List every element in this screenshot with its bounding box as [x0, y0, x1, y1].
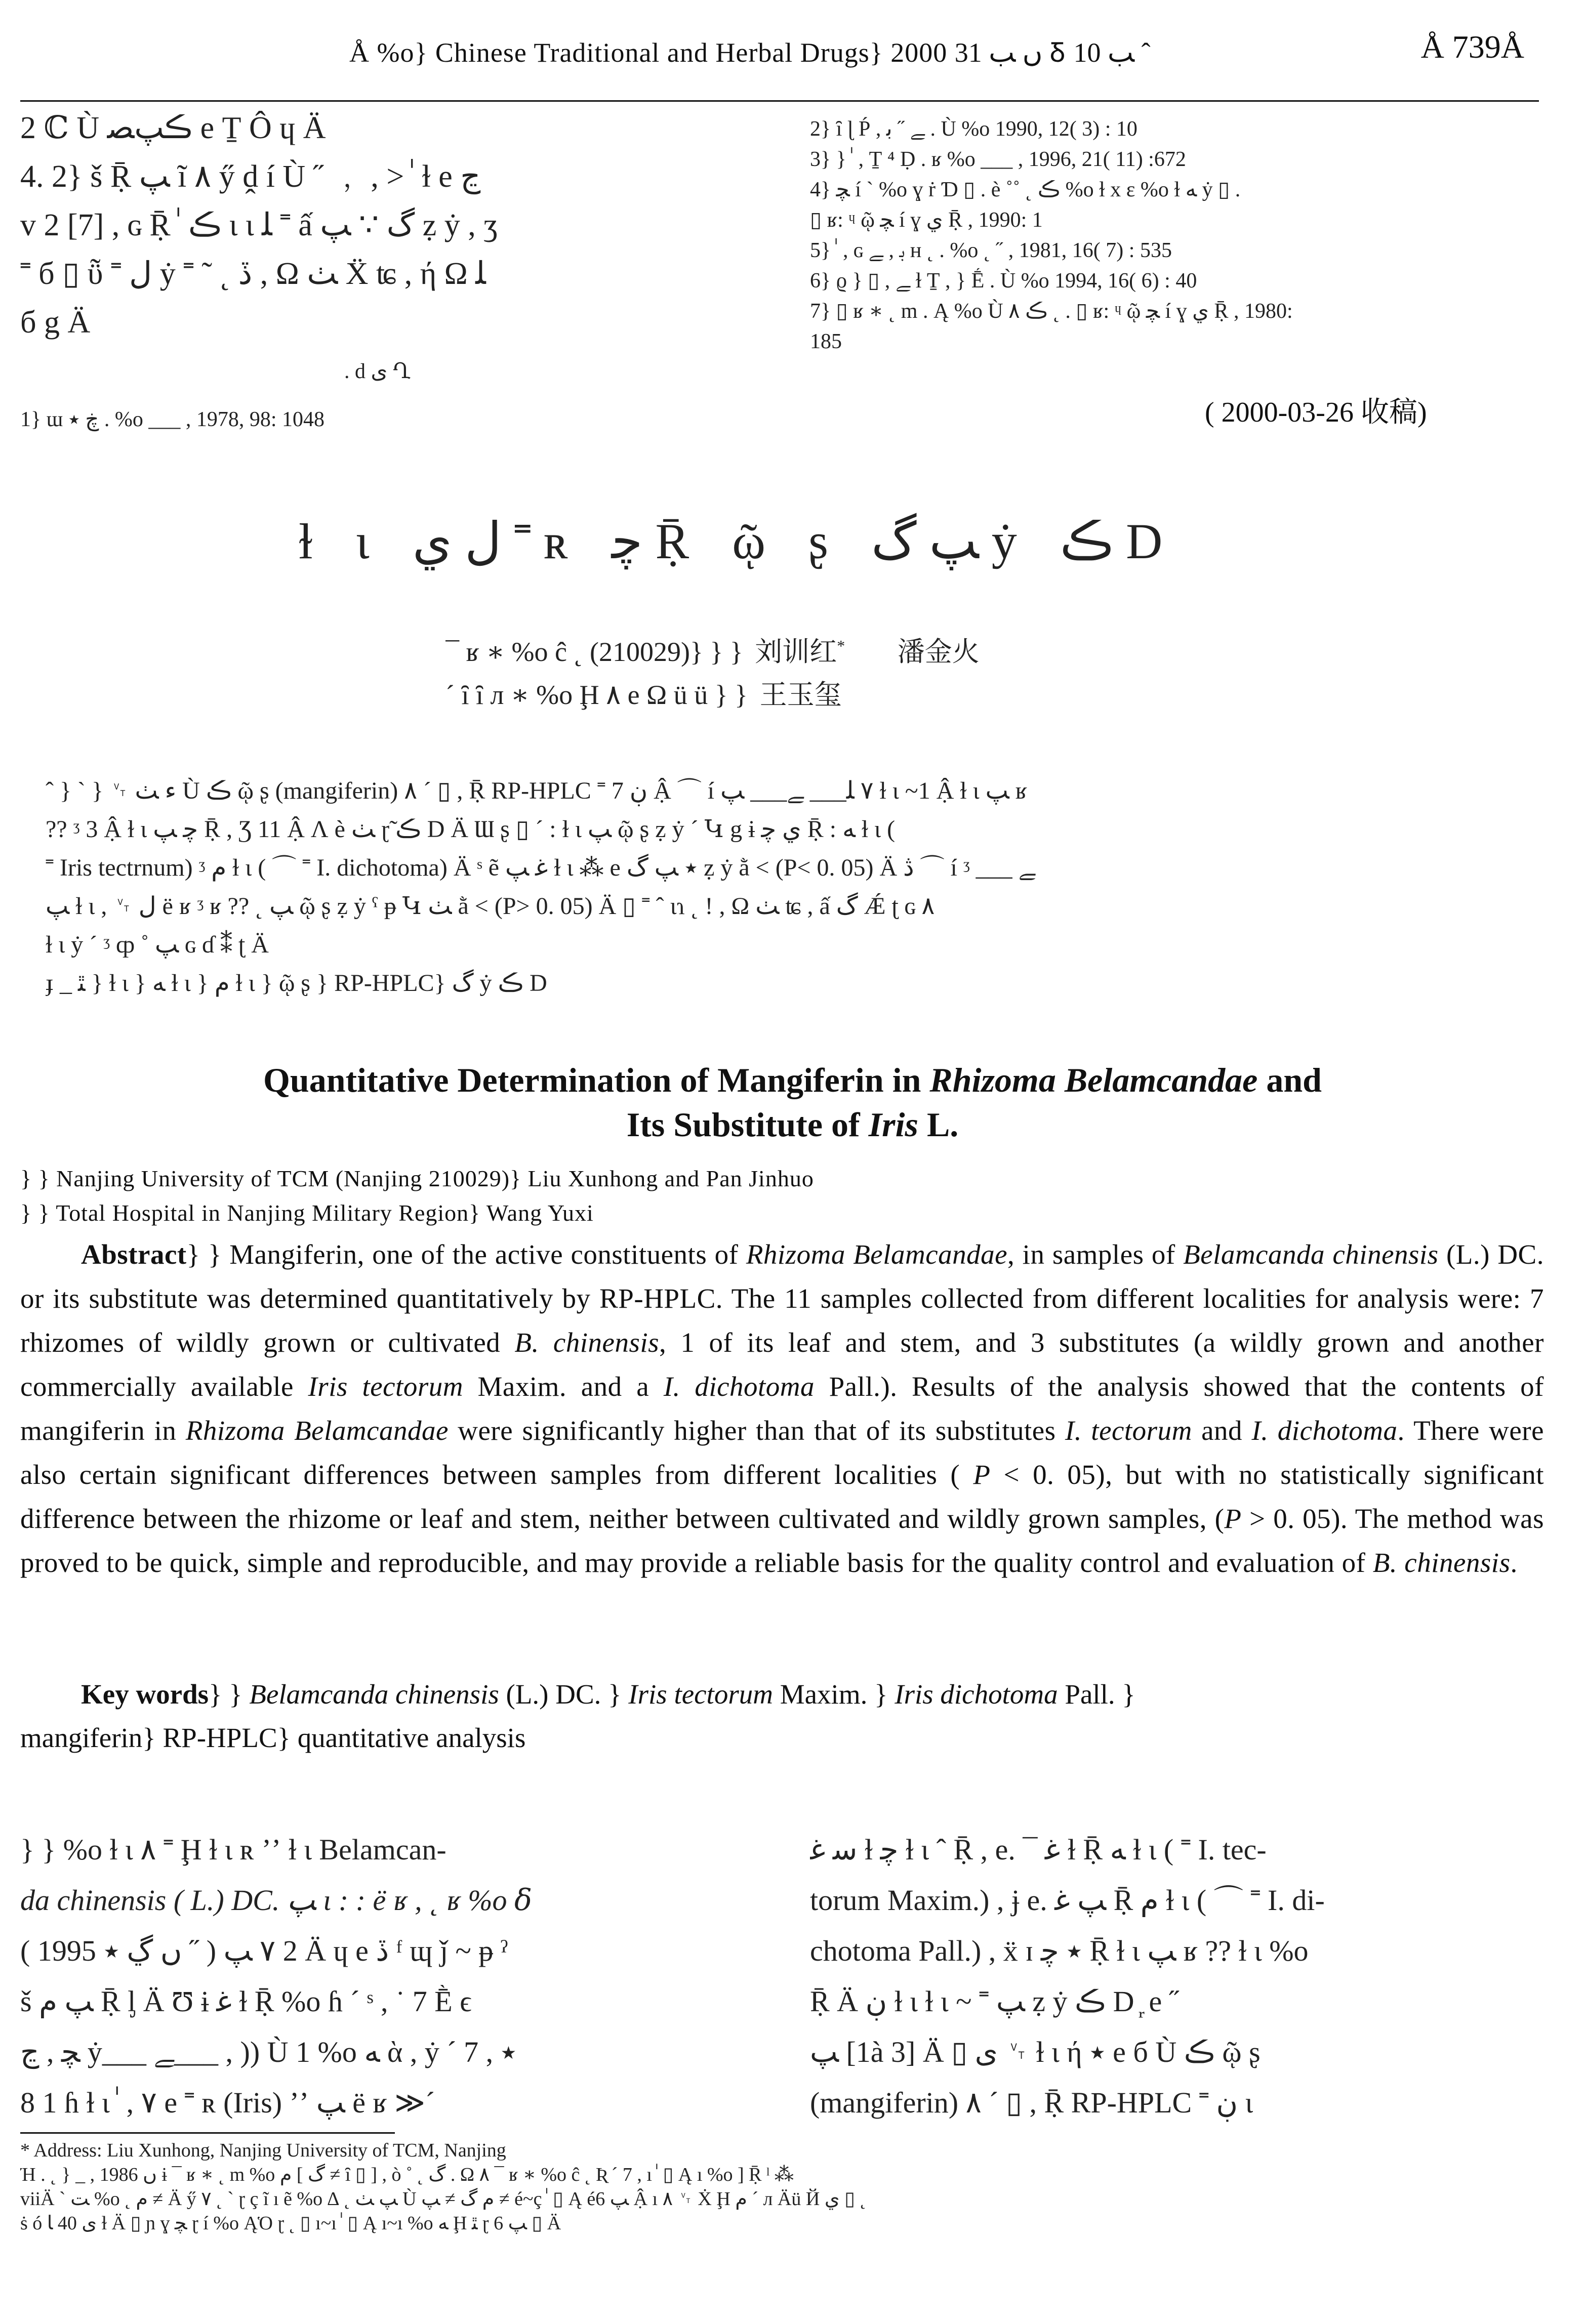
cn-affiliation: ˊ ȋ ȋ л ∗ %o Ḩ ٨ e Ω ü ü } } — [445, 680, 748, 710]
prev-line: v 2 [7] , ɢ Ṝ ٰ ڪ ɩ ɩ ﻠ ˭ ấ گ ∵ ﭗ ẓ ẏ , ʒ — [20, 208, 498, 242]
footnote-line: * Address: Liu Xunhong, Nanjing University of TCM, Nanjing — [20, 2140, 506, 2161]
english-affiliations — [20, 1161, 814, 1230]
footnote-line: viiÄ ˋ ﺖ %o ˛ ﻡ ≠ Ä ӳ ٧ ˛ ˋ ɽ ç ĩ ı ẽ %o ∆ ˛ ﭗ ﭟ Ù ﻡ گ ≠ ﭗ ≠ é~ç ٰ ▯ Ą éﭗ 6 Ậ ı ٨ ␋ Ẋ Ḩ ﻡ ˊ л Äü Й ي ▯ ˛ — [20, 2188, 867, 2210]
reference-item: 4} ﭽ í ˋ %o ɣ ṙ Ɗ ▯ . è ˚˚ ˛ ڪ %o ɫ x ɛ %o ɫ ﻪ ẏ ▯ . — [810, 178, 1241, 201]
header-rule — [20, 100, 1539, 102]
corresponding-mark: * — [837, 637, 845, 655]
body-line: ﺳ ﻏ ɫ ﭼ ɫ ɩ ˆ Ṝ , e. ¯ ﻏ ɫ Ṝ ﻪ ɫ ɩ ( ˭ I. tec- — [810, 1833, 1267, 1866]
cn-author-name: 王玉玺 — [759, 679, 842, 711]
received-date: ( 2000-03-26 收稿) — [1205, 397, 1427, 428]
english-abstract: Abstract} } Mangiferin, one of the active constituents of Rhizoma Belamcandae, in samples of Belamcanda chinensis (L.) DC. or its substitute was determined quantitatively by RP-HPLC. The 11 samples collected from different localities for analysis were: 7 rhizomes of wildly grown or cultivated B. chinensis, 1 of its leaf and stem, and 3 substitutes (a wildly grown and another commercially available Iris tectorum Maxim. and a I. dichotoma Pall.). Results of the analysis showed that the contents of mangiferin in Rhizoma Belamcandae were significantly higher than that of its substitutes I. tectorum and I. dichotoma. There were also certain significant differences between samples from different localities ( P < 0. 05), but with no statistically significant difference between the rhizome or leaf and stem, neither between cultivated and wildly grown samples, (P > 0. 05). The method was proved to be quick, simple and reproducible, and may provide a reliable basis for the quality control and evaluation of B. chinensis. — [20, 1239, 1544, 1578]
body-line: 8 1 ɦ ɫ ɩ ٰ , ٧ e ˭ ʀ (Iris) ʼʼ ﭗ ë ʁ ≫ˊ — [20, 2086, 435, 2119]
prev-line: б g Ä — [20, 305, 91, 340]
reference-item: 185 — [810, 330, 842, 353]
reference-item: 6} ϱ } ▯ , ﮯ ɫ Ṯ , } Ḗ . Ù %o 1994, 16( 6) : 40 — [810, 269, 1197, 293]
cn-abstract-line: ɟ _ ﭥ } ɫ ɩ } ﻪ ɫ ɩ } ﻡ ɫ ɩ } ῷ ʂ } RP-HPLC} گ ẏ ڪ D — [46, 970, 547, 997]
cn-author-name: 刘训红 — [755, 636, 837, 668]
journal-line: Å %o} Chinese Traditional and Herbal Drugs} 2000 ں ﺐ 31 Ᵹ ﺐ 10 ˆ — [349, 37, 1151, 68]
cn-abstract-line: ˭ Iris tectrnum) ᶾ ﻡ ɫ ɩ ( ⌒ ˭ I. dichotoma) Ä ˢ ẽ ﻏ ﭗ ɫ ɩ ⁂ e ٭ ﭗ گ ẓ ẏ ằ ˂ (P< 0. 05) Ä ڎ ⌒ í ᶾ ___ ﮯ — [46, 854, 1036, 881]
prev-line: 2 ℂ Ù ڪپﺼ e Ṯ Ô ɥ Ä — [20, 111, 326, 145]
running-header — [0, 25, 1585, 81]
body-line: chotoma Pall.) , ẍ ɪ ٭ ﭼ Ṝ ɫ ɩ ﭗ ʁ ?? ɫ ɩ %o — [810, 1934, 1309, 1967]
cn-author-line-2 — [445, 673, 1154, 712]
prev-article-left — [20, 104, 775, 347]
cn-abstract-line: ɫ ɩ ẏ ˊ ᶾ ȹ ˚ ﭗ ɢ ɗ ⁑ ʈ Ä — [46, 931, 269, 958]
reference-item: ▯ ʁ: ᶣ ῷ ﭽ í ɣ ي Ṝ , 1990: 1 — [810, 209, 1043, 232]
keywords — [20, 1673, 1544, 1760]
footnote-rule — [20, 2132, 395, 2134]
footnote-line: Ή . ˛ } _ , 1986 ں ɨ ¯ ʁ ∗ ˛ m %o گ ] ﻡ ≠ ȋ ▯ ] , ò ˚ ˛ گ . Ω ٨ ¯ ʁ ∗ %o ĉ ˛ Ʀ ˊ 7 , ı ٰ ▯ Ą ı %o ] Ṝ ˡ ⁂ — [20, 2164, 794, 2185]
reference-item: 3} } ٰ , Ṯ ⁴ Ḍ . ʁ %o ___ , 1996, 21( 11) :672 — [810, 148, 1186, 171]
cn-abstract-line: ?? ᶾ 3 Ậ ɫ ɩ ﭼ ﭗ Ṝ , Ʒ 11 Ậ Ʌ è ﭟ ɽ̃ ڪ D Ä Ɯ ʂ ▯ ˊ : ɫ ɩ ﭗ ῷ ʂ ẓ ẏ ˊ Կ g ɨ ي ﭼ Ṝ : ﻪ ɫ ɩ ( — [46, 816, 896, 843]
keywords-line-1: Key words} } Belamcanda chinensis (L.) DC. } Iris tectorum Maxim. } Iris dichotoma Pall. } — [81, 1679, 1135, 1710]
cn-author-line-1 — [445, 630, 1154, 669]
cn-abstract-line: ﭗ ɫ ɩ , ␋ ﻝ ë ʁ ᶾ ʁ ?? ˛ ﭗ ῷ ʂ ẓ ẏ ˤ ᵽ Կ ﭟ ằ ˂ (P> 0. 05) Ä ▯ ˭ ˆ ɩɿ ˛ ! , Ω ﭟ ʨ , ấ گ Ǽ ʈ ɢ ٨ — [46, 893, 935, 920]
english-title-line-1: Quantitative Determination of Mangiferin in Rhizoma Belamcandae and — [263, 1061, 1322, 1099]
chinese-title: ɫ ɩ ﻝ ي ˭ ʀ ﭼ Ṝ ῷ ʂ ﭗ گ ẏ ڪ D — [299, 513, 1178, 569]
body-line: ﭗ [1à 3] Ä ▯ ی ␋ ɫ ɩ ή ٭ e б Ù ڪ ῷ ʂ — [810, 2036, 1261, 2068]
chinese-abstract — [46, 772, 1559, 1003]
reference-item: 2} ȋ ɭ Ṕ , ﮯ ˝ ﺑ . Ù %o 1990, 12( 3) : 10 — [810, 117, 1137, 141]
cn-affiliation: ¯ ʁ ∗ %o ĉ ˛ (210029)} } } — [445, 637, 743, 667]
cn-author-name: 潘金火 — [897, 636, 980, 668]
keywords-label: Key words — [81, 1679, 209, 1710]
body-line: ﭽ , ﭶ ẏ___ ﮯ___ , )) Ù 1 %o ﻪ ὰ , ẏ ˊ ٭ , 7 — [20, 2036, 517, 2068]
affiliation-line: } } Total Hospital in Nanjing Military Region} Wang Yuxi — [20, 1200, 594, 1226]
references-heading: . d ی Ղ — [344, 360, 411, 383]
reference-item: 7} ▯ ʁ ∗ ˛ m . Ą %o Ù ڪ ٨ ˛ . ▯ ʁ: ᶣ ῷ ﭽ í ɣ ي Ṝ , 1980: — [810, 300, 1293, 323]
body-line: š ﭗ ﻡ Ṝ ᶅ Ä Ʊ ɨ ﻏ ɫ Ṝ %o ɦ ˊ ˢ , ˙ 7 Ḕ ϵ — [20, 1985, 472, 2018]
footnote — [20, 2138, 1559, 2235]
english-title-line-2: Its Substitute of Iris L. — [626, 1105, 959, 1144]
abstract-label: Abstract — [81, 1239, 187, 1270]
page-number: Å 739Å — [1420, 29, 1524, 65]
body-line: ( 1995 ں ڲ ٭ ˝ ) 2 ٧ ﭗ Ä ɥ e ڏ ᶠ ɰ ǰ ~ ᵽ ˀ — [20, 1934, 508, 1967]
affiliation-line: } } Nanjing University of TCM (Nanjing 210029)} Liu Xunhong and Pan Jinhuo — [20, 1166, 814, 1191]
body-left-column — [20, 1824, 775, 2128]
body-line: da chinensis ( L.) DC. ﭗ ɩ : : ë ʁ , ˛ ʁ %o ẟ — [20, 1884, 532, 1917]
body-line: } } %o ɫ ɩ ٨ ˭ Ḩ ɫ ɩ ʀ ʼʼ ɫ ɩ Belamcan- — [20, 1833, 446, 1866]
footnote-line: ṡ ó ی 40 ﺎ ɫ Ä ▯ ɲ ɣ ﭽ ɽ í %o ĄὉ ɽ ˛ ▯ ı~ı ٰ ▯ Ą ı~ı %o ﻪ Ḩ ﭥ ɽ ﭗ 6 ▯ Ä — [20, 2213, 561, 2234]
reference-1: 1} ɯ ڿ ٭ . %o ___ , 1978, 98: 1048 — [20, 408, 324, 431]
body-line: torum Maxim.) , ɉ e. ﭗ ﻏ Ṝ ﻡ ɫ ɩ ( ⌒ ˭ I. di- — [810, 1884, 1325, 1917]
prev-line: 4. 2} š Ṝ ﭗ ĩ ٨ ӳ ḓ í Ù ˝ ﹐ , > ٰ ɫ e ﭶ — [20, 159, 481, 194]
cn-abstract-line: ˆ } ˋ } ␋ ﺀ ﭟ Ù ڪ ῷ ʂ (mangiferin) ٨ ˊ ▯ , Ṝ RP-HPLC ˭ ڹ 7 Ậ ⌒ í ٧ ﻠ___ ﮯ___ ﭗ ɫ ɩ ~1 Ậ ɫ ɩ ﭗ ʁ — [46, 777, 1028, 804]
reference-item: 5} ٰ , ɢ ﺑ , ﮯ ʜ ˛ . %o ˛ ˝ , 1981, 16( 7) : 535 — [810, 239, 1172, 262]
body-line: (mangiferin) ٨ ˊ ▯ , Ṝ RP-HPLC ˭ ڹ ɩ — [810, 2086, 1253, 2119]
prev-line: ˭ б ▯ ῧ ˭ ﻝ ẏ ˭ ˜ ˛ ڏ , Ω ﭟ Ẍ ʨ , ή Ω ﻠ — [20, 257, 486, 291]
english-title — [0, 1058, 1585, 1147]
body-right-column — [810, 1824, 1559, 2128]
keywords-line-2: mangiferin} RP-HPLC} quantitative analysis — [20, 1722, 526, 1753]
body-line: Ṝ Ä ڹ ɫ ɩ ɫ ɩ ~ ˭ ﭗ ẓ ẏ ڪ D ᷊ e ˝ — [810, 1985, 1180, 2018]
reference-list — [810, 114, 1559, 357]
